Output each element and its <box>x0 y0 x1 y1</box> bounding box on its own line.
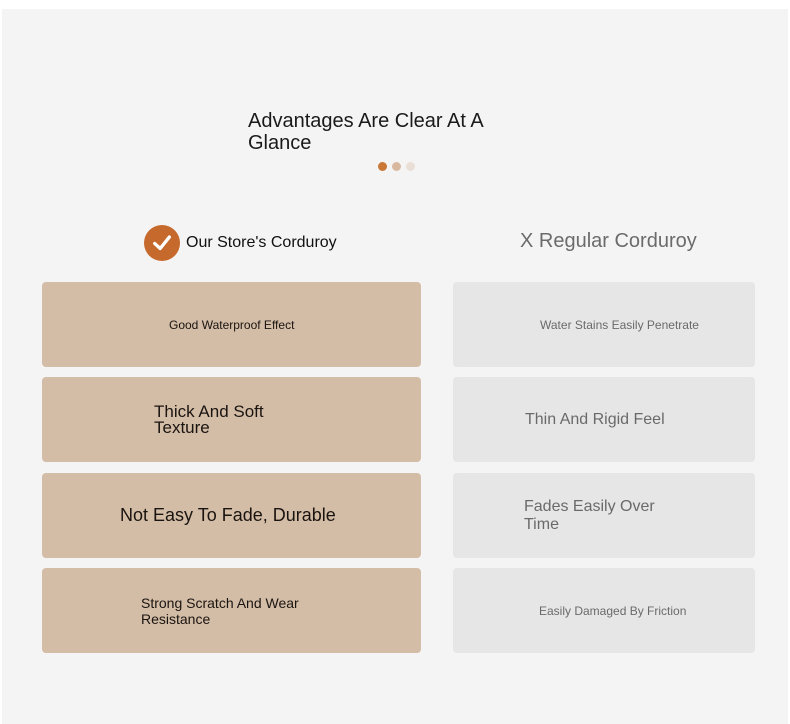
carousel-dot-3[interactable] <box>406 162 415 171</box>
our-advantage-card-4 <box>42 568 421 653</box>
regular-drawback-card-1 <box>453 282 755 367</box>
check-circle-icon <box>144 225 180 261</box>
regular-drawback-text: Fades Easily Over Time <box>524 497 655 533</box>
our-advantage-card-3 <box>42 473 421 558</box>
regular-drawback-text: Easily Damaged By Friction <box>539 603 687 618</box>
our-advantage-text: Not Easy To Fade, Durable <box>120 505 336 525</box>
carousel-dots <box>378 162 415 171</box>
regular-drawback-text: Thin And Rigid Feel <box>525 410 665 428</box>
regular-drawback-text: Water Stains Easily Penetrate <box>540 317 699 332</box>
carousel-dot-2[interactable] <box>392 162 401 171</box>
regular-drawback-card-4 <box>453 568 755 653</box>
our-advantage-card-2 <box>42 377 421 462</box>
regular-drawback-card-2 <box>453 377 755 462</box>
our-store-title: Our Store's Corduroy <box>186 234 337 251</box>
our-store-column-header <box>144 225 337 261</box>
our-advantage-text: Strong Scratch And Wear Resistance <box>141 594 299 627</box>
our-advantage-text: Good Waterproof Effect <box>169 317 295 332</box>
regular-drawback-card-3 <box>453 473 755 558</box>
carousel-dot-1[interactable] <box>378 162 387 171</box>
page-title: Advantages Are Clear At A Glance <box>248 110 483 154</box>
our-advantage-card-1 <box>42 282 421 367</box>
regular-corduroy-title: X Regular Corduroy <box>520 230 697 252</box>
our-advantage-text: Thick And Soft Texture <box>154 401 264 437</box>
